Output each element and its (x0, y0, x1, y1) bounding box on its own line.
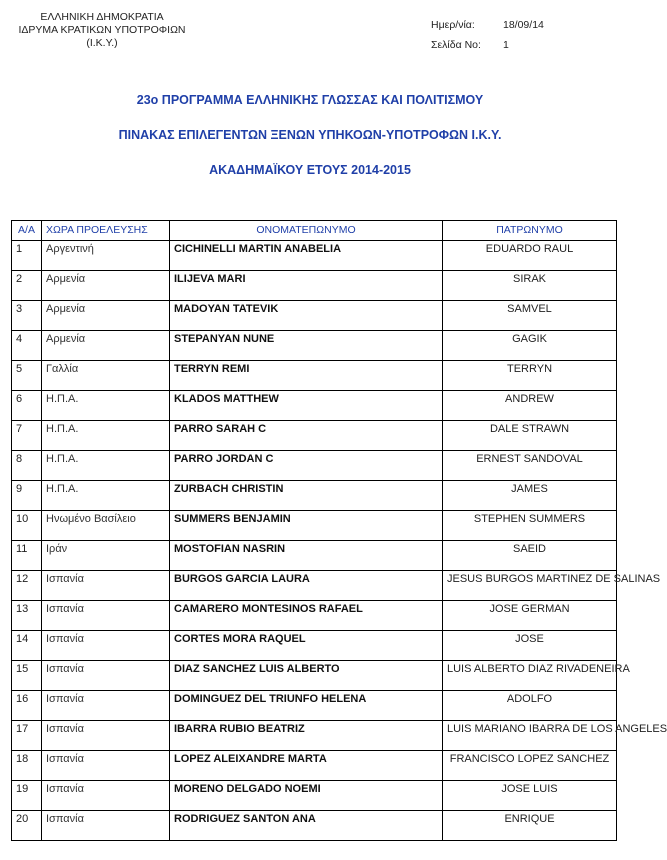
program-title: 23ο ΠΡΟΓΡΑΜΜΑ ΕΛΛΗΝΙΚΗΣ ΓΛΩΣΣΑΣ ΚΑΙ ΠΟΛΙΤΙΣΜΟΥ (136, 93, 484, 107)
full-name-cell: PARRO SARAH C (170, 421, 443, 451)
date-value: 18/09/14 (503, 19, 544, 31)
org-line-foundation: ΙΔΡΥΜΑ ΚΡΑΤΙΚΩΝ ΥΠΟΤΡΟΦΙΩΝ (18, 24, 186, 36)
full-name-cell: MOSTOFIAN NASRIN (170, 541, 443, 571)
fathers-name-cell: ERNEST SANDOVAL (443, 451, 617, 481)
row-number: 19 (12, 781, 42, 811)
full-name-cell: BURGOS GARCIA LAURA (170, 571, 443, 601)
row-number: 7 (12, 421, 42, 451)
full-name-cell: PARRO JORDAN C (170, 451, 443, 481)
country-cell: Ισπανία (42, 571, 170, 601)
full-name-cell: KLADOS MATTHEW (170, 391, 443, 421)
country-cell: Ισπανία (42, 631, 170, 661)
fathers-name-cell: STEPHEN SUMMERS (443, 511, 617, 541)
table-row (12, 241, 617, 271)
table-row (12, 481, 617, 511)
page-row (431, 35, 544, 55)
row-number: 20 (12, 811, 42, 841)
date-row (431, 15, 544, 35)
table-row (12, 271, 617, 301)
fathers-name-cell: ENRIQUE (443, 811, 617, 841)
fathers-name-cell: JAMES (443, 481, 617, 511)
full-name-cell: CAMARERO MONTESINOS RAFAEL (170, 601, 443, 631)
country-cell: Ισπανία (42, 811, 170, 841)
list-title: ΠΙΝΑΚΑΣ ΕΠΙΛΕΓΕΝΤΩΝ ΞΕΝΩΝ ΥΠΗΚΟΩΝ-ΥΠΟΤΡΟΦΩΝ Ι.Κ.Υ. (118, 128, 502, 142)
full-name-cell: IBARRA RUBIO BEATRIZ (170, 721, 443, 751)
country-cell: Αρμενία (42, 301, 170, 331)
row-number: 11 (12, 541, 42, 571)
full-name-cell: DOMINGUEZ DEL TRIUNFO HELENA (170, 691, 443, 721)
org-line-abbreviation: (Ι.Κ.Υ.) (86, 37, 118, 49)
row-number: 17 (12, 721, 42, 751)
organization-header (12, 11, 192, 50)
row-number: 4 (12, 331, 42, 361)
fathers-name-cell: LUIS ALBERTO DIAZ RIVADENEIRA (443, 661, 617, 691)
fathers-name-cell: JOSE (443, 631, 617, 661)
fathers-name-cell: FRANCISCO LOPEZ SANCHEZ (443, 751, 617, 781)
row-number: 18 (12, 751, 42, 781)
fathers-name-cell: JOSE LUIS (443, 781, 617, 811)
country-cell: Αρμενία (42, 271, 170, 301)
country-cell: Γαλλία (42, 361, 170, 391)
table-row (12, 541, 617, 571)
full-name-cell: LOPEZ ALEIXANDRE MARTA (170, 751, 443, 781)
fathers-name-cell: SIRAK (443, 271, 617, 301)
table-row (12, 451, 617, 481)
fathers-name-cell: JESUS BURGOS MARTINEZ DE SALINAS (443, 571, 617, 601)
table-row (12, 511, 617, 541)
country-cell: Η.Π.Α. (42, 451, 170, 481)
column-header-number: Α/Α (12, 221, 42, 241)
fathers-name-cell: ANDREW (443, 391, 617, 421)
row-number: 14 (12, 631, 42, 661)
fathers-name-cell: EDUARDO RAUL (443, 241, 617, 271)
table-row (12, 571, 617, 601)
row-number: 13 (12, 601, 42, 631)
full-name-cell: TERRYN REMI (170, 361, 443, 391)
row-number: 8 (12, 451, 42, 481)
table-row (12, 331, 617, 361)
country-cell: Ισπανία (42, 721, 170, 751)
country-cell: Αρμενία (42, 331, 170, 361)
row-number: 15 (12, 661, 42, 691)
table-row (12, 601, 617, 631)
table-row (12, 391, 617, 421)
fathers-name-cell: JOSE GERMAN (443, 601, 617, 631)
full-name-cell: MADOYAN TATEVIK (170, 301, 443, 331)
fathers-name-cell: GAGIK (443, 331, 617, 361)
column-header-fathers-name: ΠΑΤΡΩΝΥΜΟ (443, 221, 617, 241)
scholars-table (11, 220, 667, 841)
table-body (12, 241, 667, 841)
fathers-name-cell: TERRYN (443, 361, 617, 391)
row-number: 9 (12, 481, 42, 511)
fathers-name-cell: LUIS MARIANO IBARRA DE LOS ANGELES (443, 721, 617, 751)
fathers-name-cell: DALE STRAWN (443, 421, 617, 451)
academic-year-title: ΑΚΑΔΗΜΑΪΚΟΥ ΕΤΟΥΣ 2014-2015 (209, 163, 411, 177)
row-number: 3 (12, 301, 42, 331)
full-name-cell: DIAZ SANCHEZ LUIS ALBERTO (170, 661, 443, 691)
country-cell: Αργεντινή (42, 241, 170, 271)
country-cell: Η.Π.Α. (42, 391, 170, 421)
page-number: 1 (503, 39, 509, 51)
row-number: 16 (12, 691, 42, 721)
full-name-cell: ILIJEVA MARI (170, 271, 443, 301)
table-row (12, 361, 617, 391)
full-name-cell: CICHINELLI MARTIN ANABELIA (170, 241, 443, 271)
fathers-name-cell: SAEID (443, 541, 617, 571)
country-cell: Ισπανία (42, 751, 170, 781)
row-number: 5 (12, 361, 42, 391)
full-name-cell: MORENO DELGADO NOEMI (170, 781, 443, 811)
full-name-cell: STEPANYAN NUNE (170, 331, 443, 361)
document-meta (431, 15, 544, 55)
country-cell: Ισπανία (42, 601, 170, 631)
country-cell: Ισπανία (42, 781, 170, 811)
fathers-name-cell: ADOLFO (443, 691, 617, 721)
table-row (12, 631, 617, 661)
table-row (12, 751, 617, 781)
country-cell: Ισπανία (42, 691, 170, 721)
date-label: Ημερ/νία: (431, 19, 475, 31)
country-cell: Ισπανία (42, 661, 170, 691)
country-cell: Η.Π.Α. (42, 481, 170, 511)
full-name-cell: SUMMERS BENJAMIN (170, 511, 443, 541)
fathers-name-cell: SAMVEL (443, 301, 617, 331)
country-cell: Ιράν (42, 541, 170, 571)
country-cell: Η.Π.Α. (42, 421, 170, 451)
row-number: 12 (12, 571, 42, 601)
table-row (12, 661, 617, 691)
org-line-country: ΕΛΛΗΝΙΚΗ ΔΗΜΟΚΡΑΤΙΑ (40, 11, 164, 23)
column-header-country: ΧΩΡΑ ΠΡΟΕΛΕΥΣΗΣ (42, 221, 170, 241)
row-number: 2 (12, 271, 42, 301)
row-number: 10 (12, 511, 42, 541)
document-titles (0, 92, 620, 197)
table-row (12, 421, 617, 451)
page-label: Σελίδα Νο: (431, 39, 481, 51)
country-cell: Ηνωμένο Βασίλειο (42, 511, 170, 541)
row-number: 1 (12, 241, 42, 271)
column-header-full-name: ΟΝΟΜΑΤΕΠΩΝΥΜΟ (170, 221, 443, 241)
table-row (12, 781, 617, 811)
full-name-cell: ZURBACH CHRISTIN (170, 481, 443, 511)
row-number: 6 (12, 391, 42, 421)
table-header-row (12, 221, 617, 241)
full-name-cell: RODRIGUEZ SANTON ANA (170, 811, 443, 841)
table-row (12, 301, 617, 331)
table-row (12, 721, 617, 751)
full-name-cell: CORTES MORA RAQUEL (170, 631, 443, 661)
table-row (12, 811, 617, 841)
table-row (12, 691, 617, 721)
